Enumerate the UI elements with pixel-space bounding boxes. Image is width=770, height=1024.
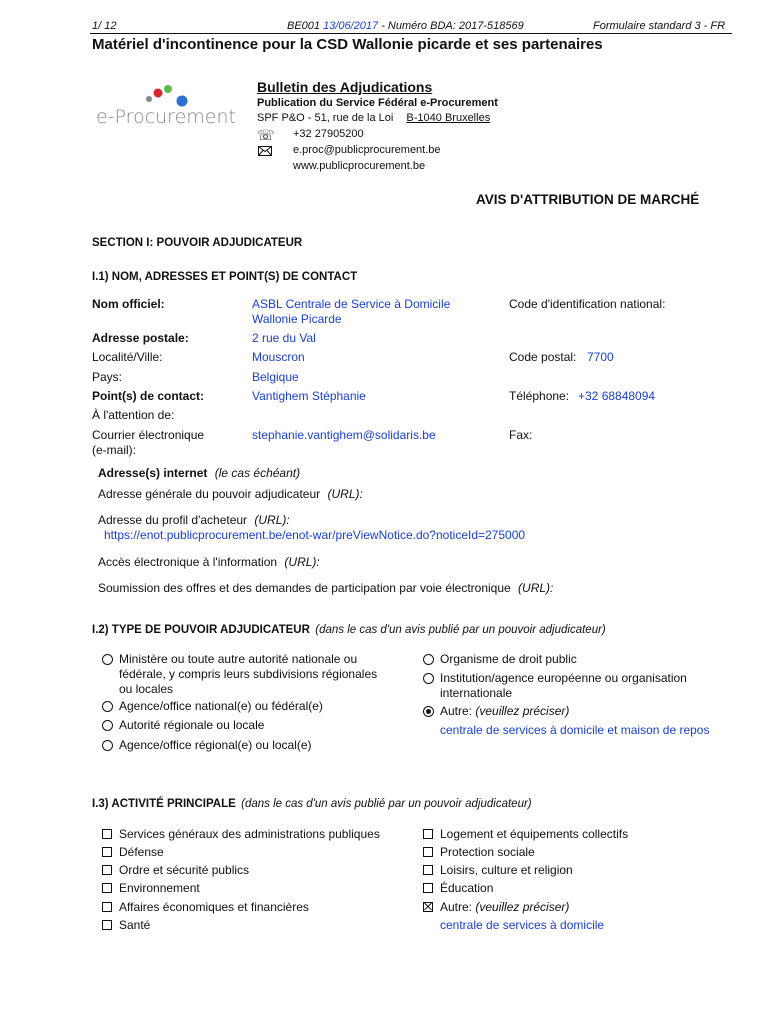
radio-national-agency[interactable] xyxy=(102,701,113,712)
activity-economic-affairs: Affaires économiques et financières xyxy=(119,900,309,914)
electronic-access xyxy=(98,555,320,569)
country-label: Pays: xyxy=(92,370,123,384)
fax-label: Fax: xyxy=(509,428,533,442)
activity-general-services: Services généraux des administrations publiques xyxy=(119,827,380,841)
general-address xyxy=(98,487,363,501)
country: Belgique xyxy=(252,370,299,384)
envelope-icon xyxy=(258,146,272,156)
url-tag: (URL): xyxy=(254,513,290,527)
buyer-profile-link[interactable]: https://enot.publicprocurement.be/enot-war/preViewNotice.do?noticeId=275000 xyxy=(104,528,526,542)
section-heading: SECTION I: POUVOIR ADJUDICATEUR xyxy=(92,237,303,249)
option-eu-institution-line-2: internationale xyxy=(440,686,513,700)
i3-heading-row xyxy=(92,796,532,810)
email-label-2: (e-mail): xyxy=(92,443,136,457)
option-eu-institution-line-1: Institution/agence européenne ou organisation xyxy=(440,671,687,685)
e-procurement-logo xyxy=(96,82,236,132)
internet-note: (le cas échéant) xyxy=(214,466,301,480)
url-tag: (URL): xyxy=(327,487,363,501)
i1-heading: I.1) NOM, ADRESSES ET POINT(S) DE CONTACT xyxy=(92,271,358,283)
phone-icon: ☏ xyxy=(257,127,275,143)
i2-heading-row xyxy=(92,622,606,636)
i2-heading: I.2) TYPE DE POUVOIR ADJUDICATEUR xyxy=(92,624,310,636)
radio-eu-institution[interactable] xyxy=(423,673,434,684)
activity-defense: Défense xyxy=(119,845,164,859)
option-ministry-line-1: Ministère ou toute autre autorité nationale ou xyxy=(119,652,358,666)
document-title: Matériel d'incontinence pour la CSD Wallonie picarde et ses partenaires xyxy=(92,36,603,53)
url-tag: (URL): xyxy=(284,555,320,569)
activity-other-note: (veuillez préciser) xyxy=(475,900,570,914)
contact-label: Point(s) de contact: xyxy=(92,389,205,403)
radio-regional-authority[interactable] xyxy=(102,720,113,731)
activity-other-label: Autre: xyxy=(440,900,473,914)
option-regional-agency: Agence/office régional(e) ou local(e) xyxy=(119,738,312,752)
city-label: Localité/Ville: xyxy=(92,350,163,364)
postcode-label: Code postal: xyxy=(509,350,577,364)
radio-other-selected[interactable] xyxy=(423,706,434,717)
activity-environment: Environnement xyxy=(119,881,200,895)
i2-other-value: centrale de services à domicile et maison de repos xyxy=(440,723,710,737)
option-other-note: (veuillez préciser) xyxy=(475,704,570,718)
postcode: 7700 xyxy=(587,350,614,364)
publication-date: 13/06/2017 xyxy=(323,20,379,32)
activity-leisure: Loisirs, culture et religion xyxy=(440,863,573,877)
submission-label: Soumission des offres et des demandes de participation par voie électronique xyxy=(98,581,511,595)
postal-address-label: Adresse postale: xyxy=(92,331,189,345)
activity-health: Santé xyxy=(119,918,151,932)
official-name-label: Nom officiel: xyxy=(92,297,165,311)
i3-other-value: centrale de services à domicile xyxy=(440,918,605,932)
option-public-law-body: Organisme de droit public xyxy=(440,652,577,666)
option-other xyxy=(440,704,569,718)
internet-label: Adresse(s) internet xyxy=(98,466,208,480)
checkbox-environment[interactable] xyxy=(102,883,112,893)
buyer-profile xyxy=(98,513,290,527)
publication-line: Publication du Service Fédéral e-Procurement xyxy=(257,97,498,109)
checkbox-social-protection[interactable] xyxy=(423,847,433,857)
national-id-label: Code d'identification national: xyxy=(509,297,666,311)
option-national-agency: Agence/office national(e) ou fédéral(e) xyxy=(119,699,323,713)
bulletin-title: Bulletin des Adjudications xyxy=(257,79,433,95)
contact: Vantighem Stéphanie xyxy=(252,389,366,403)
activity-public-order: Ordre et sécurité publics xyxy=(119,863,250,877)
checkbox-education[interactable] xyxy=(423,883,433,893)
city: Mouscron xyxy=(252,350,305,364)
header-rule xyxy=(90,33,732,34)
general-address-label: Adresse générale du pouvoir adjudicateur xyxy=(98,487,321,501)
checkbox-other-checked[interactable] xyxy=(423,902,433,912)
electronic-submission xyxy=(98,581,553,595)
email-label: Courrier électronique xyxy=(92,428,205,442)
option-ministry-line-2: fédérale, y compris leurs subdivisions régionales xyxy=(119,667,378,681)
activity-other xyxy=(440,900,569,914)
publisher-website[interactable]: www.publicprocurement.be xyxy=(293,160,426,172)
checkbox-general-services[interactable] xyxy=(102,829,112,839)
option-regional-authority: Autorité régionale ou locale xyxy=(119,718,265,732)
url-tag: (URL): xyxy=(518,581,554,595)
checkbox-housing[interactable] xyxy=(423,829,433,839)
reference-prefix: BE001 xyxy=(287,20,321,32)
activity-housing: Logement et équipements collectifs xyxy=(440,827,629,841)
activity-social-protection: Protection sociale xyxy=(440,845,535,859)
checkbox-public-order[interactable] xyxy=(102,865,112,875)
publisher-phone: +32 27905200 xyxy=(293,128,364,140)
radio-public-law-body[interactable] xyxy=(423,654,434,665)
attention-label: À l'attention de: xyxy=(92,408,175,422)
checkbox-leisure[interactable] xyxy=(423,865,433,875)
option-other-label: Autre: xyxy=(440,704,473,718)
bda-number: - Numéro BDA: 2017-518569 xyxy=(378,20,524,32)
publisher-email[interactable]: e.proc@publicprocurement.be xyxy=(293,144,441,156)
publisher-street: SPF P&O - 51, rue de la Loi xyxy=(257,112,394,124)
official-name-line-2: Wallonie Picarde xyxy=(252,312,342,326)
notice-title: AVIS D'ATTRIBUTION DE MARCHÉ xyxy=(476,192,700,207)
phone: +32 68848094 xyxy=(578,389,656,403)
i3-note: (dans le cas d'un avis publié par un pouvoir adjudicateur) xyxy=(241,798,532,810)
electronic-access-label: Accès électronique à l'information xyxy=(98,555,278,569)
official-name-line-1: ASBL Centrale de Service à Domicile xyxy=(252,297,451,311)
i3-heading: I.3) ACTIVITÉ PRINCIPALE xyxy=(92,798,236,810)
contact-email[interactable]: stephanie.vantighem@solidaris.be xyxy=(252,428,436,442)
checkbox-economic-affairs[interactable] xyxy=(102,902,112,912)
i2-note: (dans le cas d'un avis publié par un pouvoir adjudicateur) xyxy=(315,624,606,636)
internet-addresses xyxy=(98,466,300,480)
buyer-profile-label: Adresse du profil d'acheteur xyxy=(98,513,248,527)
activity-education: Éducation xyxy=(440,881,494,895)
postal-address: 2 rue du Val xyxy=(252,331,316,345)
radio-ministry[interactable] xyxy=(102,654,113,665)
reference xyxy=(287,20,524,32)
logo-text: e-Procurement xyxy=(96,106,236,128)
phone-label: Téléphone: xyxy=(509,389,570,403)
page-number: 1/ 12 xyxy=(92,20,117,32)
publisher-city: B-1040 Bruxelles xyxy=(406,112,491,124)
checkbox-health[interactable] xyxy=(102,920,112,930)
option-ministry-line-3: ou locales xyxy=(119,682,174,696)
publisher-address xyxy=(257,112,490,124)
radio-regional-agency[interactable] xyxy=(102,740,113,751)
form-type: Formulaire standard 3 - FR xyxy=(593,20,726,32)
checkbox-defense[interactable] xyxy=(102,847,112,857)
